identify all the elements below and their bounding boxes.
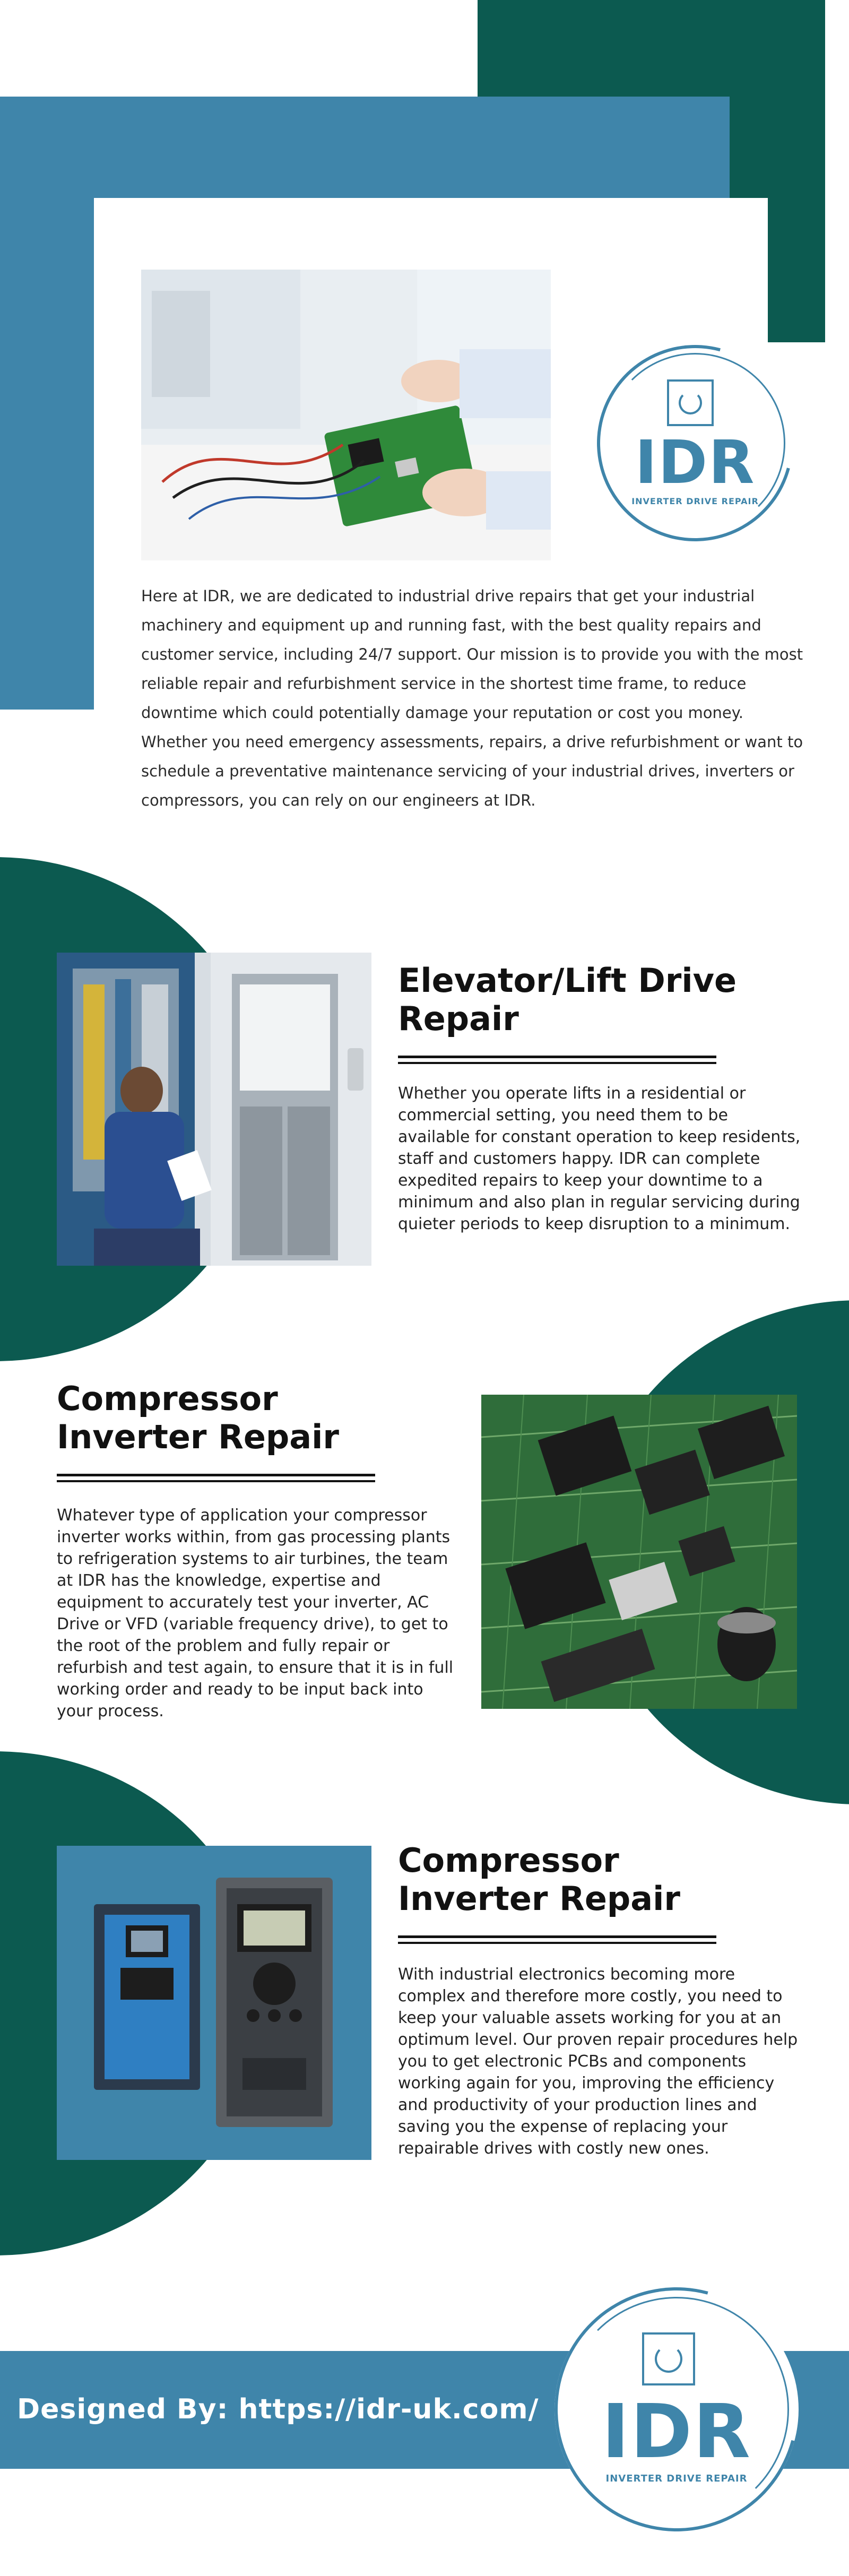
section1-paragraph: Whether you operate lifts in a residential or commercial setting, you need them to be available for constant operation to keep residents, staff and customers happy. IDR can complete expedited repairs to keep your downtime to a minimum and also plan in regular servicing during quieter periods to keep disruption to a minimum. (398, 1084, 801, 1233)
intro-paragraph: Here at IDR, we are dedicated to industrial drive repairs that get your industrial machinery and equipment up and running fast, with the best quality repairs and customer service, including 24/7 support. Our mission is to provide you with the most reliable repair and refurbishment service in the shortest time frame, to reduce downtime which could potentially damage your reputation or cost you money. Whether you need emergency assessments, repairs, a drive refurbishment or want to schedule a preventative maintenance servicing of your industrial drives, inverters or compressors, you can rely on our engineers at IDR. (141, 587, 803, 809)
logo-word: IDR (635, 428, 756, 497)
section3-paragraph: With industrial electronics becoming more complex and therefore more costly, you need to keep your valuable assets working for you at an optimum level. Our proven repair procedures help you to get electronic PCBs and components working again for you, improving the efficiency and productivity of your production lines and saving you the expense of replacing your repairable drives with costly new ones. (398, 1965, 798, 2158)
footer-designed-by-link[interactable]: Designed By: https://idr-uk.com/ (17, 2393, 539, 2425)
section2-paragraph: Whatever type of application your compressor inverter works within, from gas processing plants to refrigeration systems to air turbines, the team at IDR has the knowledge, expertise and equipment to accurately test your inverter, AC Drive or VFD (variable frequency drive), to get to the root of the problem and fully repair or refurbish and test again, to ensure that it is in full working order and ready to be input back into your process. (57, 1506, 454, 1721)
section2-divider (57, 1474, 375, 1482)
section1-title: Elevator/Lift Drive Repair (398, 961, 737, 1038)
section3-title: Compressor Inverter Repair (398, 1841, 680, 1918)
chip-icon (642, 2332, 695, 2385)
section2-title: Compressor Inverter Repair (57, 1379, 339, 1456)
logo-subtitle: INVERTER DRIVE REPAIR (631, 496, 759, 506)
section3-divider (398, 1935, 716, 1944)
logo-subtitle: INVERTER DRIVE REPAIR (605, 2473, 748, 2484)
logo-word: IDR (601, 2389, 752, 2475)
chip-icon (667, 379, 714, 426)
section1-divider (398, 1056, 716, 1064)
pcb-repair-photo (141, 270, 551, 560)
elevator-technician-photo (57, 953, 371, 1266)
circuit-board-photo (481, 1395, 797, 1709)
inverter-drives-photo (57, 1846, 371, 2160)
